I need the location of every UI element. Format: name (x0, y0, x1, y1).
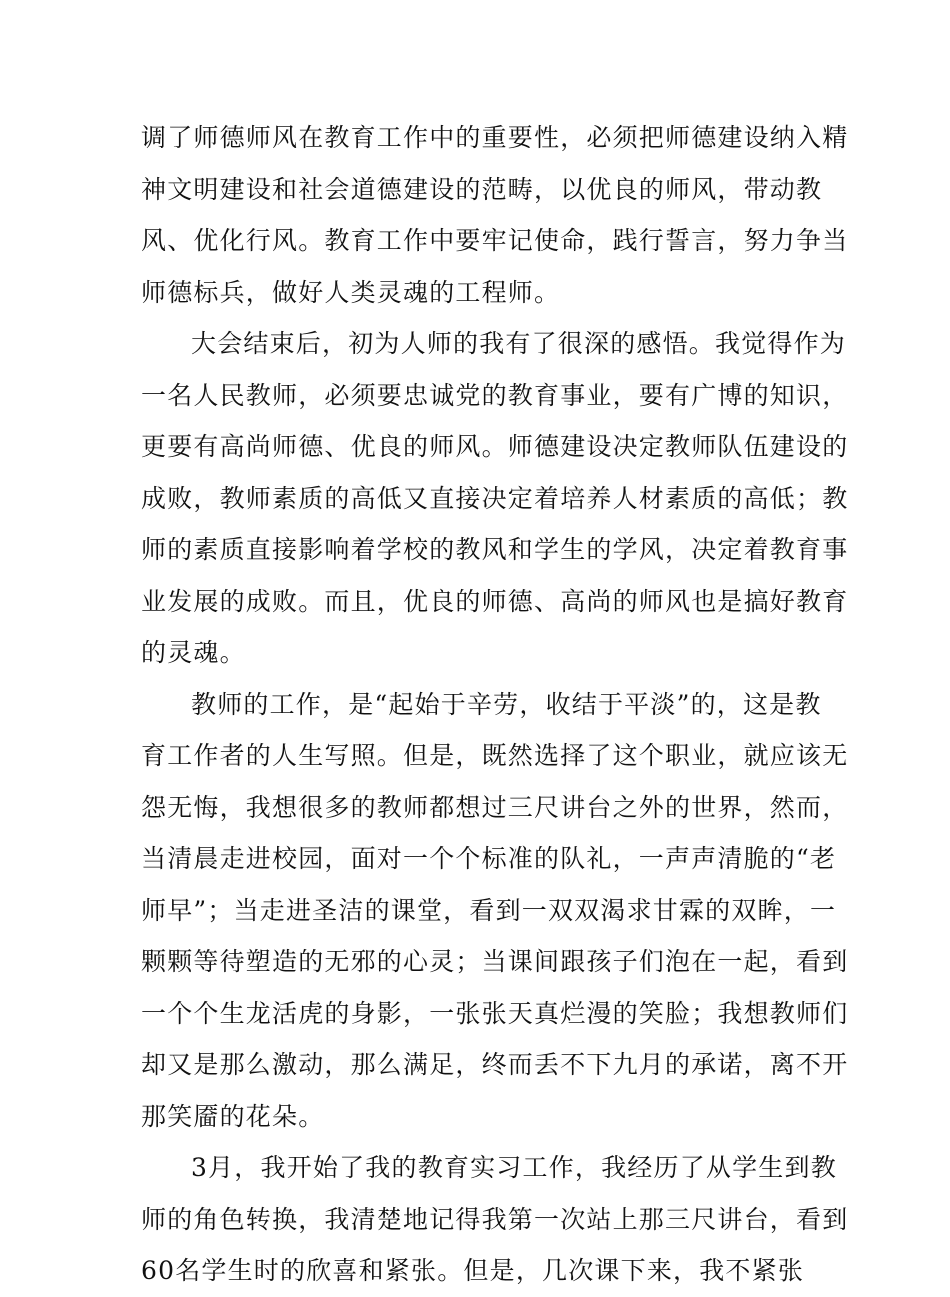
paragraph-first-line: 3月，我开始了我的教育实习工作，我经历了从学生到教 (191, 1153, 837, 1182)
paragraph-first-line: 大会结束后，初为人师的我有了很深的感悟。我觉得作为 (191, 329, 847, 358)
text-line: 更要有高尚师德、优良的师风。师德建设决定教师队伍建设的 (141, 432, 849, 461)
text-line: 师的角色转换，我清楚地记得我第一次站上那三尺讲台，看到 (141, 1204, 849, 1234)
text-line: 育工作者的人生写照。但是，既然选择了这个职业，就应该无 (141, 741, 849, 770)
text-line: 60名学生时的欣喜和紧张。但是，几次课下来，我不紧张 (141, 1256, 805, 1285)
text-line: 风、优化行风。教育工作中要牢记使命，践行誓言，努力争当 (141, 226, 849, 255)
text-line: 师的素质直接影响着学校的教风和学生的学风，决定着教育事 (141, 535, 849, 564)
text-line: 的灵魂。 (141, 638, 246, 667)
text-line: 成败，教师素质的高低又直接决定着培养人材素质的高低；教 (141, 483, 849, 513)
text-line: 颗颗等待塑造的无邪的心灵；当课间跟孩子们泡在一起，看到 (141, 947, 849, 976)
text-line: 却又是那么激动，那么满足，终而丢不下九月的承诺，离不开 (141, 1050, 849, 1079)
text-line: 怨无悔，我想很多的教师都想过三尺讲台之外的世界，然而， (141, 792, 849, 822)
text-line: 一名人民教师，必须要忠诚党的教育事业，要有广博的知识， (141, 380, 849, 410)
body-text (141, 112, 849, 1297)
text-line: 师早”；当走进圣洁的课堂，看到一双双渴求甘霖的双眸，一 (141, 895, 837, 925)
paragraph-first-line: 教师的工作，是“起始于辛劳，收结于平淡”的，这是教 (191, 689, 822, 719)
text-line: 调了师德师风在教育工作中的重要性，必须把师德建设纳入精 (141, 123, 849, 152)
text-line: 一个个生龙活虎的身影，一张张天真烂漫的笑脸；我想教师们 (141, 998, 849, 1028)
text-line: 那笑靥的花朵。 (141, 1101, 325, 1131)
text-line: 当清晨走进校园，面对一个个标准的队礼，一声声清脆的“老 (141, 844, 837, 873)
text-line: 神文明建设和社会道德建设的范畴，以优良的师风，带动教 (141, 174, 823, 204)
text-line: 师德标兵，做好人类灵魂的工程师。 (141, 277, 561, 307)
text-line: 业发展的成败。而且，优良的师德、高尚的师风也是搞好教育 (141, 586, 849, 616)
